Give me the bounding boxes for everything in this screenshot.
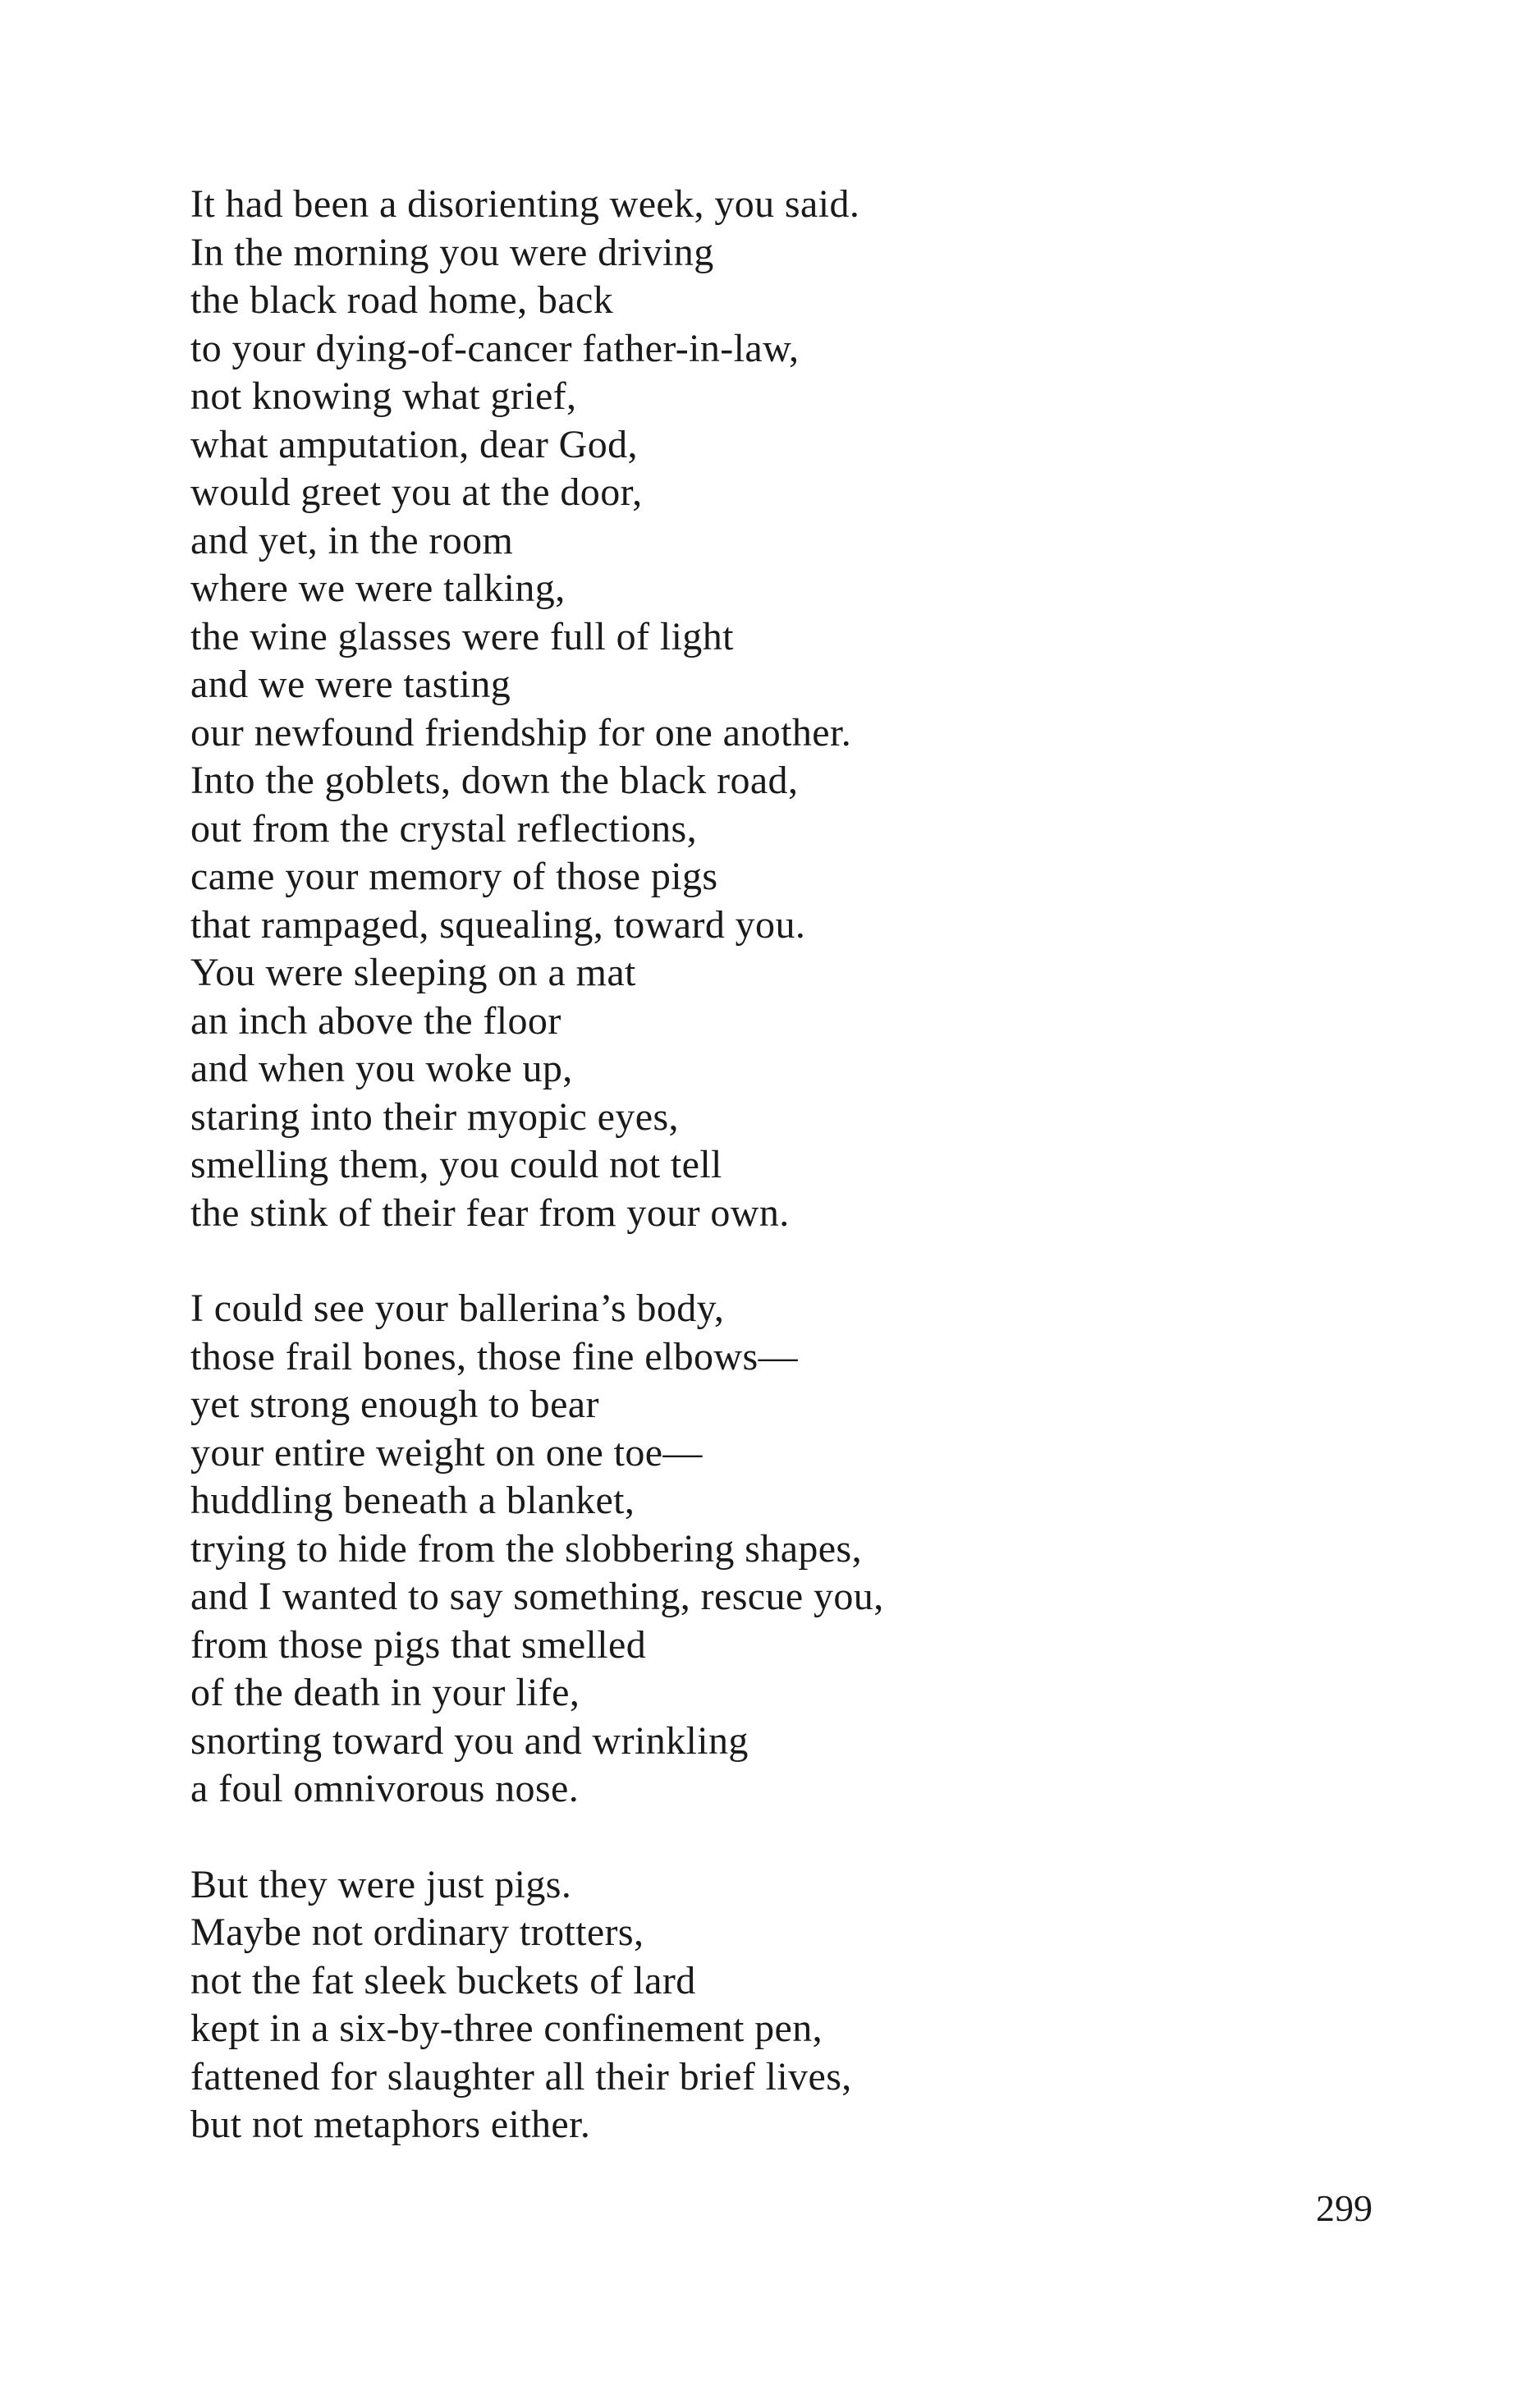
stanza-3 bbox=[190, 1861, 1389, 2149]
poem-line: yet strong enough to bear bbox=[190, 1383, 599, 1426]
poem-line: huddling beneath a blanket, bbox=[190, 1479, 635, 1522]
poem-line: Maybe not ordinary trotters, bbox=[190, 1910, 644, 1954]
poem-line: snorting toward you and wrinkling bbox=[190, 1718, 749, 1763]
poem-line: out from the crystal reflections, bbox=[190, 806, 697, 851]
poem-line: But they were just pigs. bbox=[190, 1862, 572, 1906]
poem-line: from those pigs that smelled bbox=[190, 1622, 647, 1667]
poem-line: the black road home, back bbox=[190, 278, 614, 322]
poem-line: those frail bones, those fine elbows— bbox=[190, 1334, 798, 1378]
poem-body bbox=[190, 181, 1389, 2149]
poem-line: our newfound friendship for one another. bbox=[190, 710, 852, 755]
page-number: 299 bbox=[1316, 2187, 1373, 2229]
poem-line: Into the goblets, down the black road, bbox=[190, 759, 799, 802]
poem-line: to your dying-of-cancer father-in-law, bbox=[190, 326, 800, 370]
poem-line: not knowing what grief, bbox=[190, 374, 577, 418]
poem-line: and I wanted to say something, rescue you, bbox=[190, 1575, 884, 1618]
poem-line: a foul omnivorous nose. bbox=[190, 1767, 580, 1810]
poem-line: It had been a disorienting week, you said. bbox=[190, 182, 860, 226]
poem-line: the wine glasses were full of light bbox=[190, 614, 734, 658]
poem-line: that rampaged, squealing, toward you. bbox=[190, 902, 806, 947]
poem-line: but not metaphors either. bbox=[190, 2103, 591, 2146]
poem-line: the stink of their fear from your own. bbox=[190, 1190, 790, 1235]
poem-line: an inch above the floor bbox=[190, 998, 561, 1043]
poem-line: fattened for slaughter all their brief lives, bbox=[190, 2054, 852, 2099]
poem-line: I could see your ballerina’s body, bbox=[190, 1287, 725, 1330]
poem-line: staring into their myopic eyes, bbox=[190, 1094, 679, 1139]
poem-line: kept in a six-by-three confinement pen, bbox=[190, 2007, 823, 2050]
poem-line: would greet you at the door, bbox=[190, 470, 643, 514]
poem-line: In the morning you were driving bbox=[190, 230, 714, 274]
poem-line: what amputation, dear God, bbox=[190, 422, 638, 466]
poem-line: and we were tasting bbox=[190, 663, 511, 706]
poem-line: where we were talking, bbox=[190, 566, 566, 610]
poem-line: and when you woke up, bbox=[190, 1047, 573, 1090]
poem-line: came your memory of those pigs bbox=[190, 855, 718, 898]
poem-line: of the death in your life, bbox=[190, 1671, 580, 1714]
poem-line: trying to hide from the slobbering shapes, bbox=[190, 1526, 862, 1571]
poem-line: You were sleeping on a mat bbox=[190, 951, 636, 994]
poem-line: smelling them, you could not tell bbox=[190, 1143, 722, 1186]
stanza-2 bbox=[190, 1285, 1389, 1814]
poem-line: and yet, in the room bbox=[190, 518, 514, 562]
poem-line: your entire weight on one toe— bbox=[190, 1430, 703, 1475]
stanza-1 bbox=[190, 181, 1389, 1237]
poem-line: not the fat sleek buckets of lard bbox=[190, 1958, 696, 2002]
